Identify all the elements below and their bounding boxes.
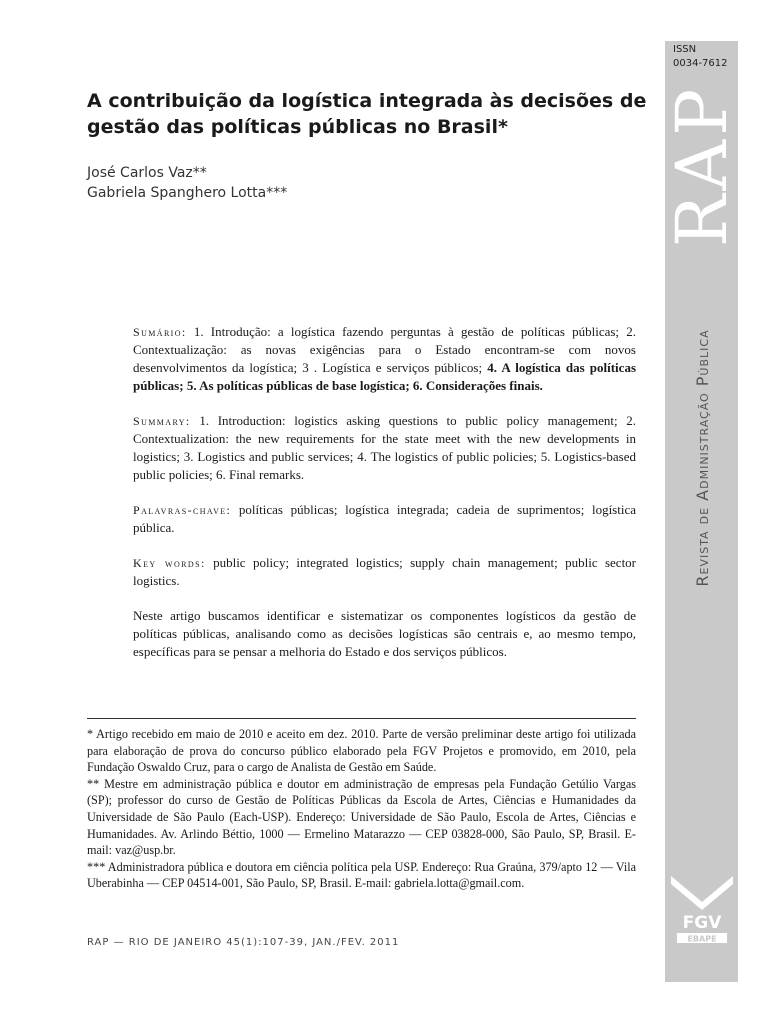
issn-label: ISSN [673,44,697,55]
palavras-chave-label: Palavras-chave: [133,503,232,517]
palavras-chave-paragraph [133,501,636,537]
summary-text: 1. Introduction: logistics asking questions to public policy management; 2. Contextualization: the new requirements for the state meet with the new developments in logistics; 3. Logistics and public services; 4. The logistics of public policies; 5. Logistics-based public policies; 6. Final remarks. [133,413,637,482]
summary-paragraph [133,412,636,484]
issn-number: 0034-7612 [673,58,728,69]
key-words-label: Key words: [133,556,206,570]
rap-logo-mark: RAP [661,84,743,248]
sumario-paragraph [133,323,636,395]
footnote: * Artigo recebido em maio de 2010 e aceito em dez. 2010. Parte de versão preliminar deste artigo foi utilizada para elaboração de prova do concurso público elaborado pela FGV Projetos e promovido, em 2010, pela Fundação Oswaldo Cruz, para o cargo de Analista de Gestão em Saúde. [87,727,636,775]
running-footer: RAP — RIO DE JANEIRO 45(1):107-39, JAN./FEV. 2011 [87,937,400,948]
author-name: Gabriela Spanghero Lotta*** [87,185,288,201]
author-list [87,163,287,203]
ebape-logo-text: EBAPE [687,934,717,944]
palavras-chave-text: políticas públicas; logística integrada; cadeia de suprimentos; logística pública. [133,502,636,535]
footnote: ** Mestre em administração pública e doutor em administração de empresas pela Fundação Getúlio Vargas (SP); professor do curso de Gestão de Políticas Públicas da Escola de Artes, Ciências e Humanidades da Universidade de São Paulo (Each-USP). Endereço: Universidade de São Paulo, Escola de Artes, Ciências e Humanidades. Av. Arlindo Béttio, 1000 — Ermelino Matarazzo — CEP 03828-000, São Paulo, SP, Brasil. E-mail: vaz@usp.br. [87,776,636,858]
sumario-label: Sumário: [133,325,187,339]
key-words-text: public policy; integrated logistics; supply chain management; public sector logistics. [133,555,637,588]
fgv-logo-text: FGV [682,913,722,933]
fgv-logo-icon [671,872,733,944]
footnote: *** Administradora pública e doutora em ciência política pela USP. Endereço: Rua Graúna, 379/apto 12 — Vila Uberabinha — CEP 04514-001, São Paulo, SP, Brasil. E-mail: gabriela.lotta@gmail.com. [87,859,636,891]
journal-name: Revista de Administração Pública [693,329,712,587]
article-title: A contribuição da logística integrada às decisões de gestão das políticas públicas no Brasil* [87,90,647,138]
issn-block [673,43,728,71]
key-words-paragraph [133,554,636,590]
sumario-bold-text: 4. A logística das políticas públicas; 5. As políticas públicas de base logística; 6. Considerações finais. [133,360,637,393]
abstract-section [133,323,636,678]
sumario-text: 1. Introdução: a logística fazendo perguntas à gestão de políticas públicas; 2. Contextualização: as novas exigências para o Estado encontram-se com novos desenvolvimentos da logística; 3 . Logística e serviços públicos; [133,324,636,375]
abstract-paragraph: Neste artigo buscamos identificar e sistematizar os componentes logísticos da gestão de políticas públicas, analisando como as decisões logísticas são centrais e, ao mesmo tempo, específicas para se pensar a melhoria do Estado e dos serviços públicos. [133,608,636,659]
author-name: José Carlos Vaz** [87,165,207,181]
footnotes [87,718,636,892]
summary-label: Summary: [133,414,191,428]
